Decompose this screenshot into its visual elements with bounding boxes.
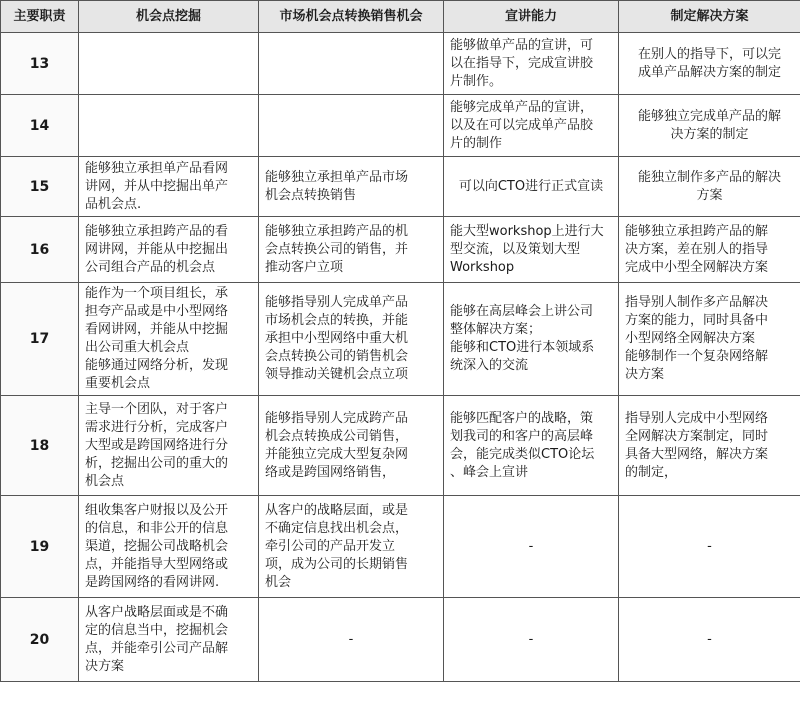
cell-text-line: 能够独立承担跨产品的看 [85, 223, 229, 239]
cell-text-line: 以及在可以完成单产品胶 [450, 117, 594, 133]
cell-solution-design [619, 496, 800, 598]
cell-opportunity-conversion [259, 157, 444, 217]
table-row [1, 496, 800, 598]
cell-level: 14 [1, 95, 79, 157]
cell-text-line: 会点转换公司的销售机会 [265, 349, 409, 364]
cell-text-line: 能够独立承担单产品看网 [85, 160, 229, 176]
cell-text-line: 推动客户立项 [265, 259, 344, 275]
cell-text-line: 能够独立完成单产品的解 [637, 108, 781, 124]
cell-opportunity-conversion [259, 283, 444, 396]
cell-text-line: 会，能完成类似CTO论坛 [450, 446, 595, 462]
cell-text-line: 机会 [265, 574, 292, 590]
table-row [1, 396, 800, 496]
cell-text-line: 项，成为公司的长期销售 [265, 556, 409, 572]
cell-presentation-ability [444, 396, 619, 496]
cell-presentation-ability [444, 217, 619, 283]
cell-level: 15 [1, 157, 79, 217]
cell-text-line: 能够指导别人完成单产品 [265, 295, 409, 310]
cell-text-line: 领导推动关键机会点立项 [265, 367, 409, 382]
cell-text-line: 指导别人完成中小型网络 [625, 410, 769, 426]
cell-opportunity-mining [79, 33, 259, 95]
cell-text-line: 片制作。 [450, 73, 503, 89]
cell-opportunity-conversion [259, 95, 444, 157]
cell-solution-design [619, 157, 800, 217]
cell-opportunity-mining [79, 157, 259, 217]
cell-text-line: 以在指导下，完成宣讲胶 [450, 55, 594, 71]
cell-text-line: 片的制作 [450, 135, 503, 151]
table-body [1, 33, 800, 682]
cell-text-line: 能够独立承担单产品市场 [265, 169, 409, 185]
cell-text-line: 络或是跨国网络销售， [265, 464, 396, 480]
cell-text-line: 讲网，并从中挖掘出单产 [85, 178, 229, 194]
cell-text-line: 能大型workshop上进行大 [450, 223, 604, 239]
cell-text-line: 点，并能指导大型网络或 [85, 556, 229, 572]
cell-presentation-ability [444, 157, 619, 217]
table-row [1, 33, 800, 95]
cell-text-line: 能够独立承担跨产品的机 [265, 223, 409, 239]
cell-text-line: 指导别人制作多产品解决 [625, 295, 769, 310]
cell-solution-design [619, 283, 800, 396]
cell-level: 20 [1, 598, 79, 682]
cell-text-line: 并能独立完成大型复杂网 [265, 446, 409, 462]
cell-opportunity-conversion [259, 33, 444, 95]
cell-text-line: 从客户战略层面或是不确 [85, 604, 229, 620]
cell-solution-design [619, 33, 800, 95]
cell-text-line: 定的信息当中，挖掘机会 [85, 622, 229, 638]
cell-text-line: 网讲网，并能从中挖掘出 [85, 241, 229, 257]
cell-opportunity-conversion [259, 598, 444, 682]
cell-text-line: 能够匹配客户的战略，策 [450, 410, 594, 426]
cell-level: 13 [1, 33, 79, 95]
cell-text-line: 方案的能力，同时具备中 [625, 313, 769, 328]
cell-presentation-ability [444, 283, 619, 396]
cell-text-line: 是跨国网络的看网讲网. [85, 574, 220, 590]
cell-text-line: 的制定， [625, 464, 678, 480]
cell-text-line: 组收集客户财报以及公开 [85, 502, 229, 518]
cell-level: 16 [1, 217, 79, 283]
cell-opportunity-mining [79, 598, 259, 682]
cell-text-line: 机会点转换销售 [265, 187, 357, 203]
cell-text-line: 型交流，以及策划大型 [450, 241, 581, 257]
cell-presentation-ability [444, 33, 619, 95]
cell-text-line: 市场机会点的转换，并能 [265, 313, 409, 328]
cell-opportunity-mining [79, 95, 259, 157]
cell-text-line: 品机会点. [85, 196, 142, 212]
cell-text-line: 需求进行分析，完成客户 [85, 419, 229, 435]
cell-text-line: 可以向CTO进行正式宣读 [458, 178, 604, 194]
cell-text-line: 方案 [696, 187, 723, 203]
cell-text-line: 能够和CTO进行本领域系 [450, 340, 595, 355]
cell-text-line: 渠道，挖掘公司战略机会 [85, 538, 229, 554]
cell-text-line: - [348, 631, 354, 647]
cell-text-line: 能作为一个项目组长，承 [85, 286, 229, 301]
cell-text-line: 能独立制作多产品的解决 [637, 169, 781, 185]
cell-opportunity-mining [79, 217, 259, 283]
cell-text-line: 析，挖掘出公司的重大的 [85, 455, 229, 471]
cell-text-line: - [528, 631, 534, 647]
cell-text-line: 能够独立承担跨产品的解 [625, 223, 769, 239]
cell-opportunity-conversion [259, 396, 444, 496]
cell-presentation-ability [444, 598, 619, 682]
cell-level: 17 [1, 283, 79, 396]
cell-text-line: 公司组合产品的机会点 [85, 259, 216, 275]
table-row [1, 217, 800, 283]
cell-text-line: 能够制作一个复杂网络解 [625, 349, 769, 364]
header-opportunity-conversion: 市场机会点转换销售机会 [259, 1, 444, 33]
cell-text-line: - [707, 631, 712, 647]
cell-level: 19 [1, 496, 79, 598]
cell-text-line: 决方案 [625, 367, 665, 382]
header-row [1, 1, 800, 33]
cell-text-line: 全网解决方案制定，同时 [625, 428, 769, 444]
cell-text-line: 能够完成单产品的宣讲， [450, 99, 594, 115]
cell-text-line: 整体解决方案； [450, 322, 542, 337]
cell-text-line: 牵引公司的产品开发立 [265, 538, 396, 554]
cell-text-line: 完成中小型全网解决方案 [625, 259, 769, 275]
cell-text-line: 决方案的制定 [670, 126, 749, 142]
cell-text-line: 主导一个团队，对于客户 [85, 401, 229, 417]
cell-text-line: 重要机会点 [85, 376, 151, 391]
table-row [1, 598, 800, 682]
cell-text-line: 会点转换公司的销售，并 [265, 241, 409, 257]
cell-text-line: Workshop [450, 259, 515, 275]
cell-text-line: 机会点转换成公司销售， [265, 428, 409, 444]
cell-level: 18 [1, 396, 79, 496]
cell-text-line: 担夸产品或是中小型网络 [85, 304, 229, 319]
cell-presentation-ability [444, 95, 619, 157]
cell-text-line: 点，并能牵引公司产品解 [85, 640, 229, 656]
cell-opportunity-conversion [259, 496, 444, 598]
cell-text-line: 小型网络全网解决方案 [625, 331, 756, 346]
cell-text-line: 的信息，和非公开的信息 [85, 520, 229, 536]
cell-text-line: 出公司重大机会点 [85, 340, 190, 355]
header-presentation-ability: 宣讲能力 [444, 1, 619, 33]
cell-text-line: - [528, 538, 534, 554]
cell-solution-design [619, 396, 800, 496]
cell-text-line: 在别人的指导下，可以完 [637, 46, 781, 62]
cell-text-line: 统深入的交流 [450, 358, 529, 373]
cell-text-line: 、峰会上宣讲 [450, 464, 529, 480]
cell-text-line: 从客户的战略层面，或是 [265, 502, 409, 518]
cell-text-line: 决方案 [85, 658, 125, 674]
cell-text-line: 承担中小型网络中重大机 [265, 331, 409, 346]
cell-text-line: 具备大型网络，解决方案 [625, 446, 769, 462]
header-solution-design: 制定解决方案 [619, 1, 800, 33]
cell-opportunity-mining [79, 283, 259, 396]
cell-text-line: - [707, 538, 712, 554]
cell-text-line: 能够做单产品的宣讲，可 [450, 37, 594, 53]
cell-presentation-ability [444, 496, 619, 598]
cell-text-line: 划我司的和客户的高层峰 [450, 428, 594, 444]
cell-text-line: 看网讲网，并能从中挖掘 [85, 322, 229, 337]
cell-text-line: 决方案，差在别人的指导 [625, 241, 769, 257]
cell-text-line: 成单产品解决方案的制定 [637, 64, 781, 80]
cell-text-line: 能够通过网络分析，发现 [85, 358, 229, 373]
cell-solution-design [619, 217, 800, 283]
cell-text-line: 大型或是跨国网络进行分 [85, 437, 229, 453]
cell-solution-design [619, 95, 800, 157]
header-opportunity-mining: 机会点挖掘 [79, 1, 259, 33]
cell-opportunity-mining [79, 496, 259, 598]
cell-text-line: 机会点 [85, 473, 125, 489]
cell-text-line: 能够指导别人完成跨产品 [265, 410, 409, 426]
cell-solution-design [619, 598, 800, 682]
cell-text-line: 能够在高层峰会上讲公司 [450, 304, 594, 319]
table-row [1, 283, 800, 396]
table-row [1, 157, 800, 217]
header-main-duty: 主要职责 [1, 1, 79, 33]
cell-opportunity-mining [79, 396, 259, 496]
cell-text-line: 不确定信息找出机会点， [265, 520, 409, 536]
cell-opportunity-conversion [259, 217, 444, 283]
table-row [1, 95, 800, 157]
